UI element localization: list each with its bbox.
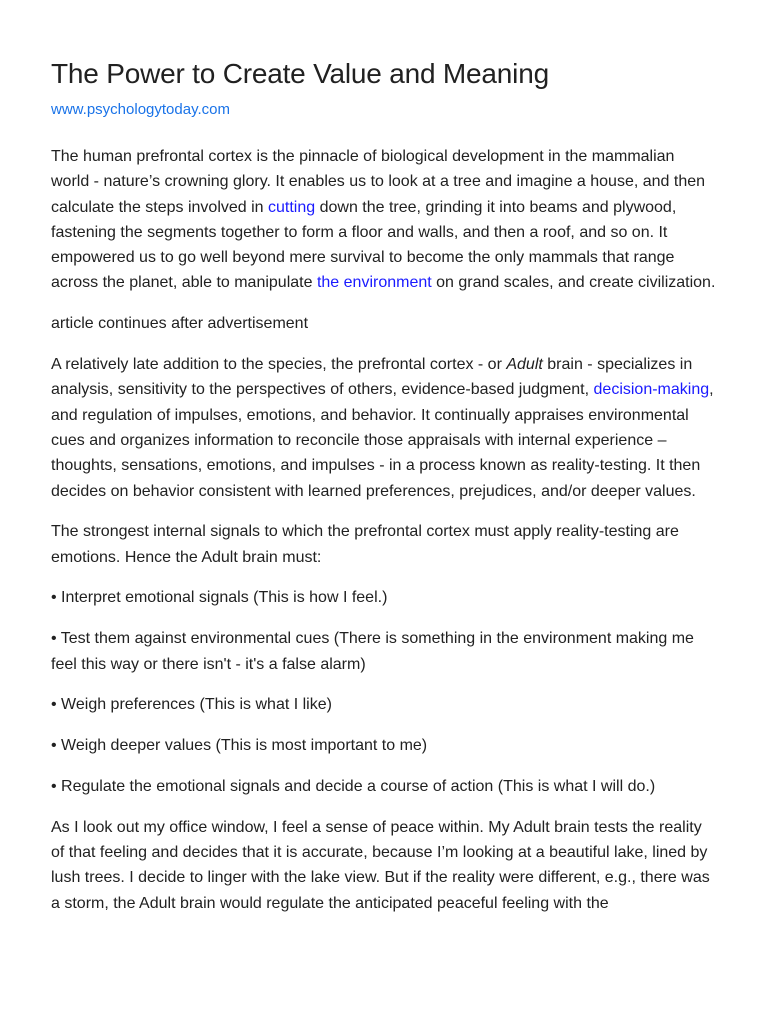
paragraph-2-text-b: brain - specializes in analysis, sensitivity to the perspectives of others, evidence-based judgment, (51, 356, 693, 399)
paragraph-4: As I look out my office window, I feel a sense of peace within. My Adult brain tests the reality of that feeling and decides that it is accurate, because I’m looking at a beautiful lake, lined by lush trees. I decide to linger with the lake view. But if the reality were different, e.g., there was a storm, the Adult brain would regulate the anticipated peaceful feeling with the (51, 818, 710, 912)
environment-link[interactable]: the environment (316, 274, 432, 292)
article-body (51, 144, 717, 916)
paragraph-3: The strongest internal signals to which the prefrontal cortex must apply reality-testing are emotions. Hence the Adult brain must: (51, 523, 679, 566)
paragraph-1-text-a: The human prefrontal cortex is the pinnacle of biological development in the mammalian world - nature’s crowning glory. It enables us to look at a tree and imagine a house, and then calculate the steps involved in (51, 148, 706, 216)
source-link[interactable]: www.psychologytoday.com (51, 101, 230, 118)
paragraph-1-text-c: on grand scales, and create civilization. (431, 274, 716, 292)
bullet-item: • Weigh preferences (This is what I like) (51, 696, 332, 714)
ad-notice: article continues after advertisement (51, 315, 309, 333)
bullet-item: • Regulate the emotional signals and decide a course of action (This is what I will do.) (51, 777, 656, 795)
decision-making-link[interactable]: decision-making (593, 381, 710, 399)
paragraph-2 (51, 352, 717, 504)
paragraph-2-text-a: A relatively late addition to the species, the prefrontal cortex - or (51, 356, 507, 374)
bullet-item: • Interpret emotional signals (This is how I feel.) (51, 589, 388, 607)
paragraph-1 (51, 144, 717, 296)
cutting-link[interactable]: cutting (268, 198, 316, 216)
paragraph-1-text-b: down the tree, grinding it into beams and plywood, fastening the segments together to form a floor and walls, and then a roof, and so on. It empowered us to go well beyond mere survival to become the only mammals that range across the planet, able to manipulate (51, 198, 677, 292)
bullet-item: • Test them against environmental cues (There is something in the environment making me feel this way or there isn't - it's a false alarm) (51, 630, 694, 673)
paragraph-2-text-c: , and regulation of impulses, emotions, and behavior. It continually appraises environmental cues and organizes information to reconcile those appraisals with internal experience – thoughts, sensations, emotions, and impulses - in a process known as reality-testing. It then decides on behavior consistent with learned preferences, prejudices, and/or deeper values. (51, 381, 714, 500)
adult-emphasis: Adult (506, 356, 543, 374)
article-title: The Power to Create Value and Meaning (51, 58, 549, 89)
bullet-item: • Weigh deeper values (This is most important to me) (51, 737, 428, 755)
